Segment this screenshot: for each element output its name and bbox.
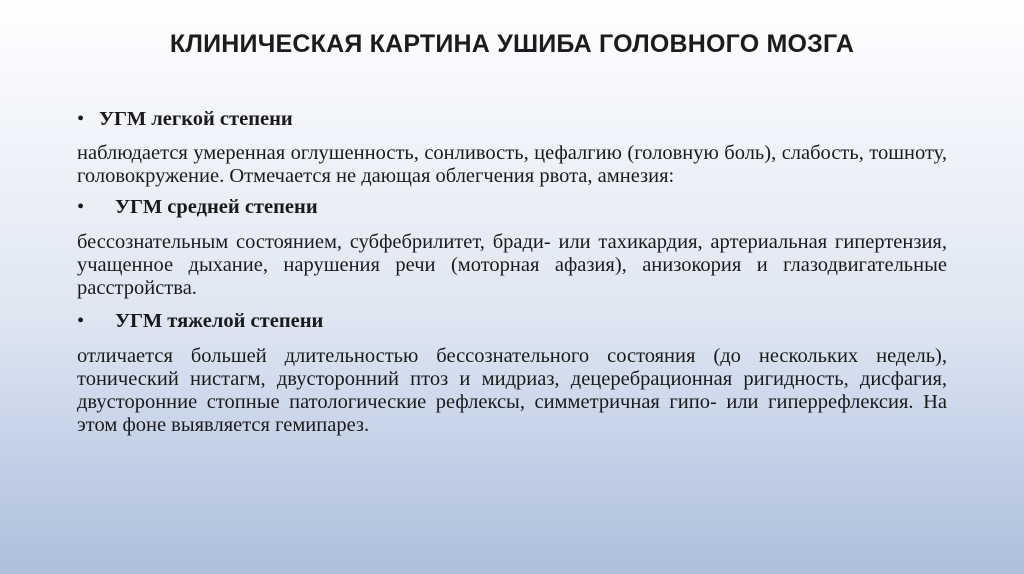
bullet-icon: •: [77, 108, 85, 130]
section-heading-mild: [77, 108, 947, 131]
section-text-severe: отличается большей длительностью бессознательного состояния (до нескольких недель), тонический нистагм, двусторонний птоз и мидриаз, децеребрационная ригидность, дисфагия, двусторонние стопные патологические рефлексы, симметричная гипо- или гиперрефлексия. На этом фоне выявляется гемипарез.: [77, 345, 947, 436]
bullet-icon: •: [77, 196, 85, 218]
section-text-mild: наблюдается умеренная оглушенность, сонливость, цефалгию (головную боль), слабость, тошноту, головокружение. Отмечается не дающая облегчения рвота, амнезия:: [77, 142, 947, 187]
section-text-moderate: бессознательным состоянием, субфебрилитет, бради- или тахикардия, артериальная гипертензия, учащенное дыхание, нарушения речи (моторная афазия), анизокория и глазодвигательные расстройства.: [77, 231, 947, 299]
bullet-icon: •: [77, 310, 85, 332]
section-heading-text: УГМ тяжелой степени: [115, 310, 324, 332]
slide-content: [77, 108, 947, 437]
section-heading-severe: [77, 310, 947, 333]
slide-title: КЛИНИЧЕСКАЯ КАРТИНА УШИБА ГОЛОВНОГО МОЗГА: [169, 30, 855, 58]
section-heading-text: УГМ средней степени: [115, 196, 318, 218]
section-heading-moderate: [77, 196, 947, 219]
section-heading-text: УГМ легкой степени: [99, 108, 293, 130]
